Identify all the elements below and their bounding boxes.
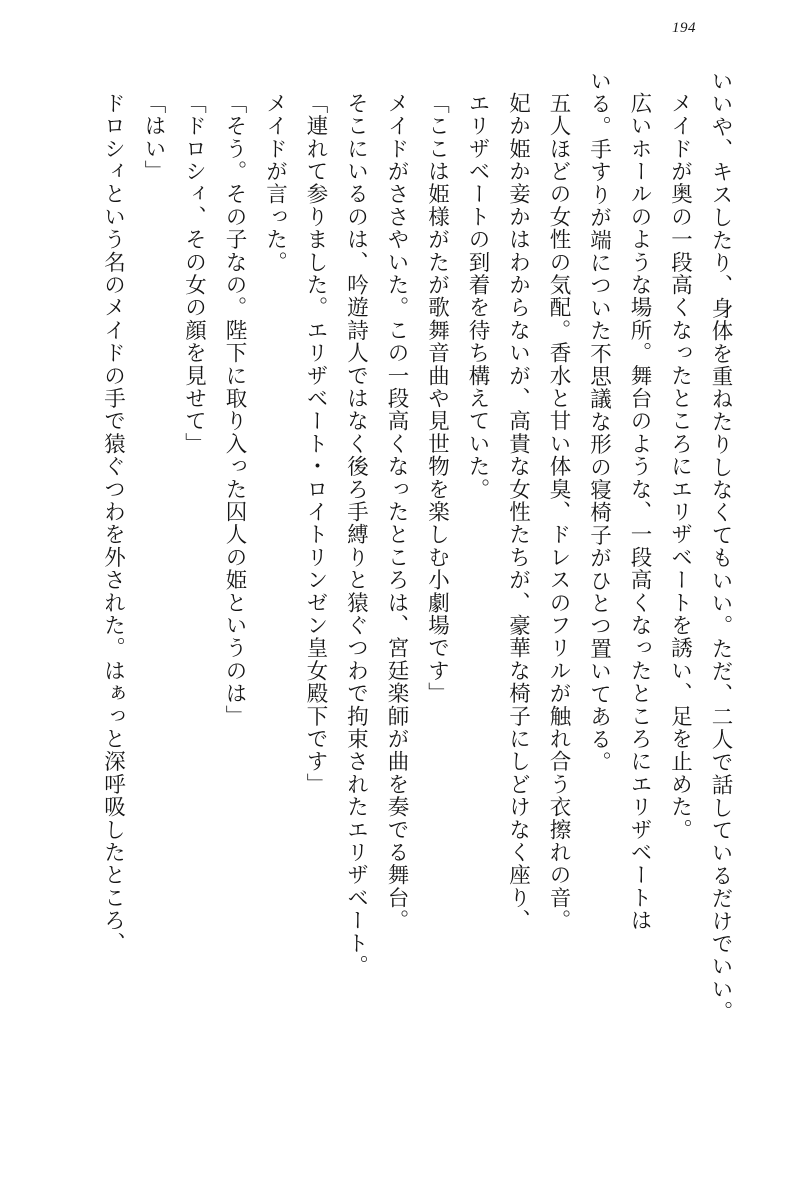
paragraph: ドロシィという名のメイドの手で猿ぐつわを外された。はぁっと深呼吸したところ、 bbox=[100, 91, 126, 955]
paragraph: 「はい」 bbox=[141, 91, 166, 183]
paragraph: メイドが奥の一段高くなったところにエリザベートを誘い、足を止めた。 bbox=[667, 91, 693, 841]
page-number: 194 bbox=[672, 20, 696, 36]
paragraph: いる。手すりが端についた不思議な形の寝椅子がひとつ置いてある。 bbox=[586, 70, 612, 774]
paragraph: メイドがささやいた。この一段高くなったところは、宮廷楽師が曲を奏でる舞台。 bbox=[384, 91, 409, 932]
paragraph: 「ドロシィ、その女の顔を見せて」 bbox=[181, 91, 207, 455]
paragraph: 五人ほどの女性の気配。香水と甘い体臭、ドレスのフリルが触れ合う衣擦れの音。 bbox=[546, 91, 571, 932]
paragraph: 妃か姫か妾かはわからないが、高貴な女性たちが、豪華な椅子にしどけなく座り、 bbox=[505, 91, 531, 932]
page-body-text bbox=[40, 70, 740, 1164]
paragraph: いいや、キスしたり、身体を重ねたりしなくてもいい。ただ、二人で話しているだけでいい。 bbox=[708, 70, 733, 1024]
paragraph: そこにいるのは、吟遊詩人ではなく後ろ手縛りと猿ぐつわで拘束されたエリザベート。 bbox=[343, 91, 369, 977]
paragraph: 広いホールのような場所。舞台のような、一段高くなったところにエリザベートは bbox=[627, 91, 652, 932]
paragraph: メイドが言った。 bbox=[262, 91, 288, 274]
paragraph: 「連れて参りました。エリザベート・ロイトリンゼン皇女殿下です」 bbox=[303, 91, 328, 796]
paragraph: 「そう。その子なの。陛下に取り入った囚人の姫というのは」 bbox=[222, 91, 247, 728]
paragraph: エリザベートの到着を待ち構えていた。 bbox=[465, 91, 490, 501]
paragraph: 「ここは姫様がたが歌舞音曲や見世物を楽しむ小劇場です」 bbox=[424, 91, 450, 705]
